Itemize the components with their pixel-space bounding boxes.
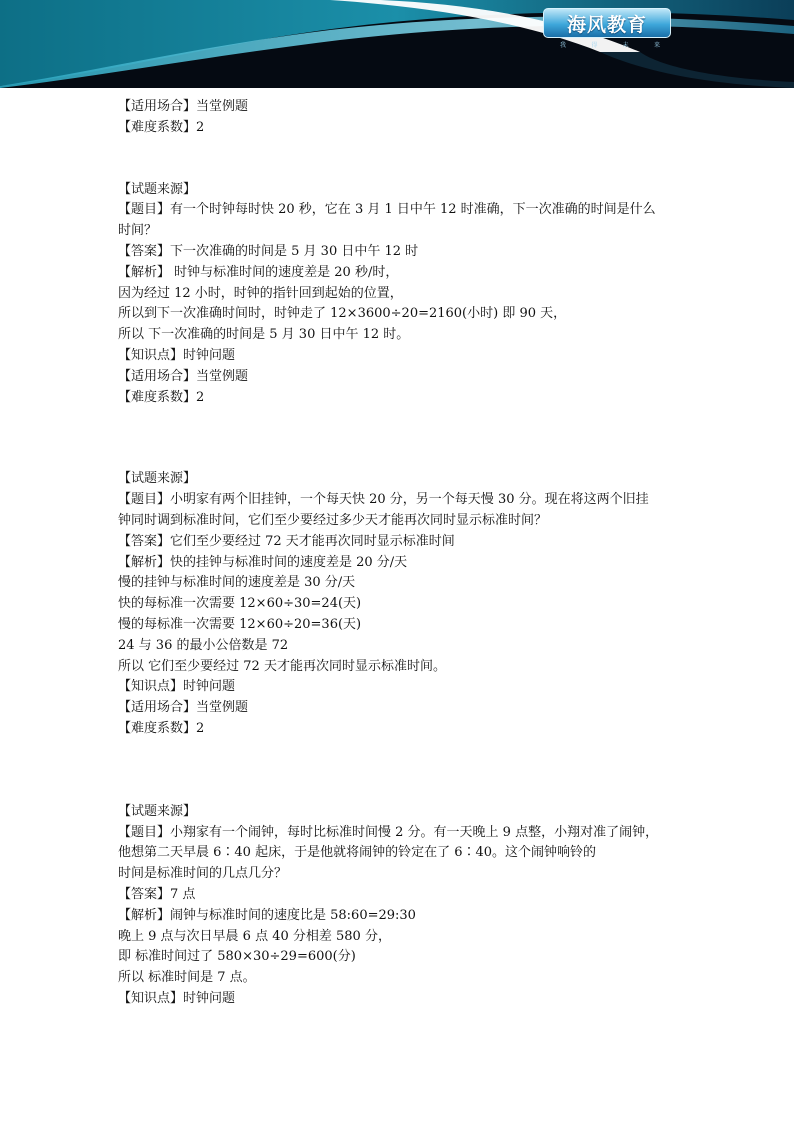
- question-text: 【题目】小明家有两个旧挂钟，一个每天快 20 分，另一个每天慢 30 分。现在将这两个旧挂: [118, 492, 649, 508]
- question-block-3: [118, 469, 688, 739]
- analysis-line: 所以到下一次准确时间时，时钟走了 12×3600÷20=2160(小时) 即 90 天，: [118, 306, 567, 322]
- answer-text: 【答案】7 点: [118, 886, 196, 902]
- tagline-char: 得: [591, 42, 598, 49]
- block-spacer: [118, 408, 688, 469]
- difficulty-level: 【难度系数】2: [118, 720, 205, 736]
- tagline-char: 我: [560, 42, 567, 49]
- difficulty-level: 【难度系数】2: [118, 389, 205, 405]
- analysis-line: 所以 下一次准确的时间是 5 月 30 日中午 12 时。: [118, 327, 410, 343]
- applicable-occasion: 【适用场合】当堂例题: [118, 700, 249, 716]
- analysis-line: 因为经过 12 小时，时钟的指针回到起始的位置，: [118, 285, 403, 301]
- analysis-line: 即 标准时间过了 580×30÷29=600(分): [118, 949, 356, 965]
- question-block-4: [118, 802, 688, 1010]
- question-source: 【试题来源】: [118, 181, 197, 197]
- analysis-line: 24 与 36 的最小公倍数是 72: [118, 637, 289, 653]
- brand-logo: [543, 8, 671, 38]
- analysis-text: 【解析】 时钟与标准时间的速度差是 20 秒/时，: [118, 264, 399, 280]
- answer-text: 【答案】下一次准确的时间是 5 月 30 日中午 12 时: [118, 243, 419, 259]
- analysis-line: 晚上 9 点与次日早晨 6 点 40 分相差 580 分，: [118, 928, 391, 944]
- analysis-line: 所以 它们至少要经过 72 天才能再次同时显示标准时间。: [118, 658, 446, 674]
- question-text: 【题目】小翔家有一个闹钟，每时比标准时间慢 2 分。有一天晚上 9 点整，小翔对准了闹钟，: [118, 824, 659, 840]
- analysis-line: 慢的每标准一次需要 12×60÷20=36(天): [118, 616, 362, 632]
- tagline-char: 来: [653, 42, 660, 49]
- analysis-line: 慢的挂钟与标准时间的速度差是 30 分/天: [118, 575, 356, 591]
- page-header: [0, 0, 794, 88]
- analysis-line: 所以 标准时间是 7 点。: [118, 970, 256, 986]
- question-text-cont: 时间？: [118, 223, 158, 239]
- applicable-occasion: 【适用场合】当堂例题: [118, 99, 249, 114]
- block-spacer: [118, 792, 688, 802]
- knowledge-point: 【知识点】时钟问题: [118, 990, 236, 1006]
- tagline-char: 未: [622, 42, 629, 49]
- answer-text: 【答案】它们至少要经过 72 天才能再次同时显示标准时间: [118, 533, 455, 549]
- question-source: 【试题来源】: [118, 803, 197, 819]
- brand-tagline: [560, 40, 660, 49]
- question-text-cont: 他想第二天早晨 6∶40 起床，于是他就将闹钟的铃定在了 6∶40。这个闹钟响铃的: [118, 845, 597, 861]
- header-wave-graphic: [0, 0, 794, 88]
- analysis-line: 快的每标准一次需要 12×60÷30=24(天): [118, 596, 362, 612]
- brand-logo-text: 海风教育: [566, 13, 647, 36]
- question-source: 【试题来源】: [118, 471, 197, 487]
- block-spacer: [118, 139, 688, 180]
- question-block-1: [118, 97, 688, 139]
- knowledge-point: 【知识点】时钟问题: [118, 679, 236, 695]
- document-body: [118, 97, 688, 1010]
- analysis-text: 【解析】闹钟与标准时间的速度比是 58:60=29:30: [118, 907, 416, 923]
- analysis-text: 【解析】快的挂钟与标准时间的速度差是 20 分/天: [118, 554, 408, 570]
- difficulty-level: 【难度系数】2: [118, 119, 205, 135]
- knowledge-point: 【知识点】时钟问题: [118, 347, 236, 363]
- question-text: 【题目】有一个时钟每时快 20 秒，它在 3 月 1 日中午 12 时准确，下一次准确的时间是什么: [118, 202, 656, 218]
- question-text-cont: 时间是标准时间的几点几分？: [118, 866, 288, 882]
- question-block-2: [118, 180, 688, 409]
- applicable-occasion: 【适用场合】当堂例题: [118, 368, 249, 384]
- block-spacer: [118, 740, 688, 792]
- question-text-cont: 钟同时调到标准时间，它们至少要经过多少天才能再次同时显示标准时间？: [118, 512, 548, 528]
